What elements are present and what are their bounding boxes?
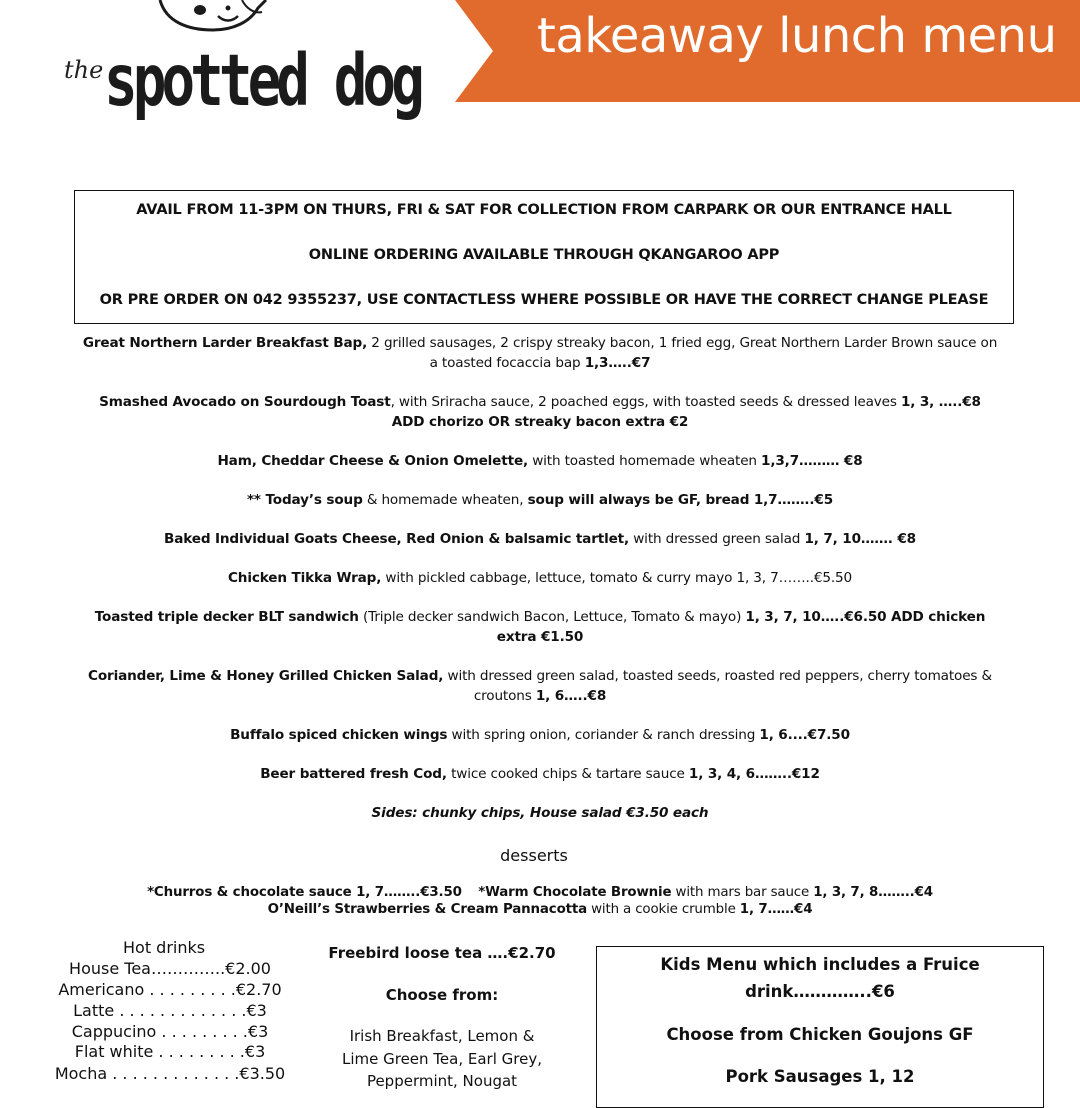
- hot-drink-item: Mocha . . . . . . . . . . . . .€3.50: [54, 1064, 286, 1083]
- info-line-preorder: OR PRE ORDER ON 042 9355237, USE CONTACTLESS WHERE POSSIBLE OR HAVE THE CORRECT CHANGE PLEASE: [99, 292, 989, 308]
- dessert-line-2: O’Neill’s Strawberries & Cream Pannacotta with a cookie crumble 1, 7……€4: [267, 902, 813, 917]
- tea-choose-label: Choose from:: [385, 986, 499, 1004]
- hot-drink-item: Cappucino . . . . . . . . .€3: [71, 1022, 269, 1041]
- kids-line: Choose from Chicken Goujons GF: [666, 1025, 974, 1044]
- desserts-heading: desserts: [500, 846, 568, 865]
- menu-item: ** Today’s soup & homemade wheaten, soup will always be GF, bread 1,7……..€5: [246, 492, 834, 508]
- hot-drinks-title: Hot drinks: [123, 938, 206, 957]
- logo-name: spotted dog: [104, 39, 420, 123]
- menu-list: [80, 333, 1000, 823]
- menu-item: Baked Individual Goats Cheese, Red Onion & balsamic tartlet, with dressed green salad 1, 7, 10……. €8: [164, 531, 916, 547]
- kids-line: drink…………..€6: [745, 982, 895, 1001]
- tea-list-line: Peppermint, Nougat: [366, 1072, 518, 1090]
- sides-line: Sides: chunky chips, House salad €3.50 each: [371, 805, 709, 821]
- info-line-hours: AVAIL FROM 11-3PM ON THURS, FRI & SAT FOR COLLECTION FROM CARPARK OR OUR ENTRANCE HALL: [136, 202, 952, 218]
- hot-drink-item: House Tea…………..€2.00: [69, 959, 271, 978]
- kids-line: Pork Sausages 1, 12: [725, 1067, 915, 1086]
- logo-prefix: the: [64, 56, 104, 84]
- tea-title: Freebird loose tea ….€2.70: [328, 944, 556, 962]
- menu-item: Toasted triple decker BLT sandwich (Triple decker sandwich Bacon, Lettuce, Tomato & mayo) 1, 3, 7, 10…..€6.50 ADD chicken extra €1.50: [94, 609, 986, 645]
- menu-item: Great Northern Larder Breakfast Bap, 2 grilled sausages, 2 crispy streaky bacon, 1 fried egg, Great Northern Larder Brown sauce on a toasted focaccia bap 1,3…..€7: [82, 335, 998, 371]
- kids-line: Kids Menu which includes a Fruice: [660, 955, 980, 974]
- dessert-line-1: *Churros & chocolate sauce 1, 7……..€3.50 *Warm Chocolate Brownie with mars bar sauce 1, 3, 7, 8……..€4: [147, 885, 933, 900]
- banner-title: takeaway lunch menu: [537, 8, 1057, 64]
- menu-item: Chicken Tikka Wrap, with pickled cabbage, lettuce, tomato & curry mayo 1, 3, 7……..€5.50: [227, 570, 853, 586]
- tea-list-line: Irish Breakfast, Lemon &: [349, 1027, 535, 1045]
- info-box: [74, 190, 1014, 324]
- menu-item: Coriander, Lime & Honey Grilled Chicken Salad, with dressed green salad, toasted seeds, roasted red peppers, cherry tomatoes & croutons 1, 6…..€8: [88, 668, 992, 704]
- dog-logo-icon: [158, 0, 278, 34]
- info-line-online: ONLINE ORDERING AVAILABLE THROUGH QKANGAROO APP: [308, 247, 780, 263]
- kids-menu-box: [596, 946, 1044, 1108]
- hot-drink-item: Flat white . . . . . . . . .€3: [74, 1042, 266, 1061]
- tea-list-line: Lime Green Tea, Earl Grey,: [341, 1050, 542, 1068]
- hot-drink-item: Americano . . . . . . . . .€2.70: [58, 980, 282, 999]
- menu-item: Beer battered fresh Cod, twice cooked chips & tartare sauce 1, 3, 4, 6……..€12: [260, 766, 820, 782]
- hot-drink-item: Latte . . . . . . . . . . . . .€3: [73, 1001, 267, 1020]
- menu-item: Smashed Avocado on Sourdough Toast, with Sriracha sauce, 2 poached eggs, with toasted seeds & dressed leaves 1, 3, …..€8 ADD chorizo OR streaky bacon extra €2: [99, 394, 981, 430]
- menu-item: Buffalo spiced chicken wings with spring onion, coriander & ranch dressing 1, 6....€7.50: [230, 727, 850, 743]
- menu-item: Ham, Cheddar Cheese & Onion Omelette, with toasted homemade wheaten 1,3,7……… €8: [217, 453, 863, 469]
